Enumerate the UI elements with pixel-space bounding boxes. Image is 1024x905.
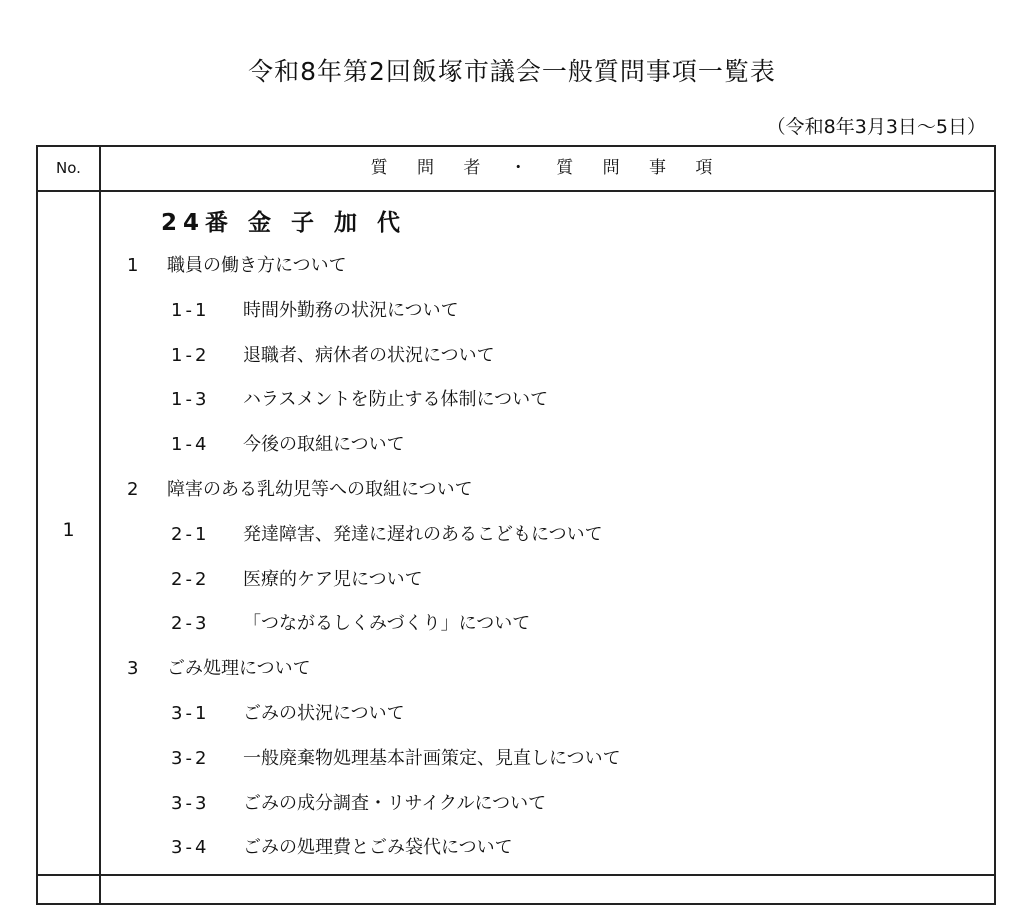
row-divider <box>38 874 994 876</box>
question-subtopic <box>171 296 459 322</box>
item-number: 1-1 <box>171 299 210 321</box>
item-number: 3-2 <box>171 747 210 769</box>
question-subtopic <box>171 385 548 411</box>
item-text: 退職者、病休者の状況について <box>243 344 495 366</box>
item-text: 発達障害、発達に遅れのあるこどもについて <box>243 523 603 545</box>
item-number: 1-3 <box>171 389 210 411</box>
item-number: 1-4 <box>171 434 210 456</box>
question-subtopic <box>171 744 621 770</box>
question-subtopic <box>171 565 423 591</box>
column-header-questioner-topics: 質 問 者 ・ 質 問 事 項 <box>370 158 725 178</box>
item-text: ごみの状況について <box>243 703 405 724</box>
question-topic <box>127 251 347 277</box>
item-text: 障害のある乳幼児等への取組について <box>167 479 473 500</box>
item-text: ごみ処理について <box>167 658 311 680</box>
item-text: 今後の取組について <box>243 434 405 456</box>
item-number: 1 <box>127 255 142 276</box>
session-date-range: （令和8年3月3日～5日） <box>766 116 986 138</box>
question-subtopic <box>171 520 603 546</box>
question-topic <box>127 475 473 501</box>
item-number: 3-3 <box>171 792 210 814</box>
item-text: 「つながるしくみづくり」について <box>243 613 531 635</box>
question-subtopic <box>171 609 530 635</box>
item-text: 時間外勤務の状況について <box>243 299 459 321</box>
questioner-name: 24番 金 子 加 代 <box>161 210 407 236</box>
question-topic <box>127 654 311 680</box>
item-number: 3 <box>127 658 142 680</box>
document-title: 令和8年第2回飯塚市議会一般質問事項一覧表 <box>248 57 776 86</box>
item-number: 2-3 <box>171 613 210 635</box>
column-header-no: No. <box>56 159 81 177</box>
item-text: ハラスメントを防止する体制について <box>243 389 549 411</box>
item-number: 3-4 <box>171 837 210 859</box>
row-number: 1 <box>62 519 75 541</box>
question-table <box>36 145 996 905</box>
item-number: 2 <box>127 479 142 500</box>
question-subtopic <box>171 699 405 725</box>
item-number: 1-2 <box>171 344 210 366</box>
item-number: 2-2 <box>171 568 210 590</box>
item-number: 3-1 <box>171 703 210 724</box>
question-subtopic <box>171 833 513 859</box>
item-text: 職員の働き方について <box>167 255 347 276</box>
item-text: ごみの処理費とごみ袋代について <box>243 837 513 859</box>
item-number: 2-1 <box>171 523 210 545</box>
item-text: 一般廃棄物処理基本計画策定、見直しについて <box>243 747 621 769</box>
header-divider <box>38 190 994 192</box>
question-subtopic <box>171 341 495 367</box>
question-subtopic <box>171 430 405 456</box>
column-divider <box>99 147 101 903</box>
item-text: 医療的ケア児について <box>243 568 423 590</box>
item-text: ごみの成分調査・リサイクルについて <box>243 792 547 814</box>
question-subtopic <box>171 789 546 815</box>
